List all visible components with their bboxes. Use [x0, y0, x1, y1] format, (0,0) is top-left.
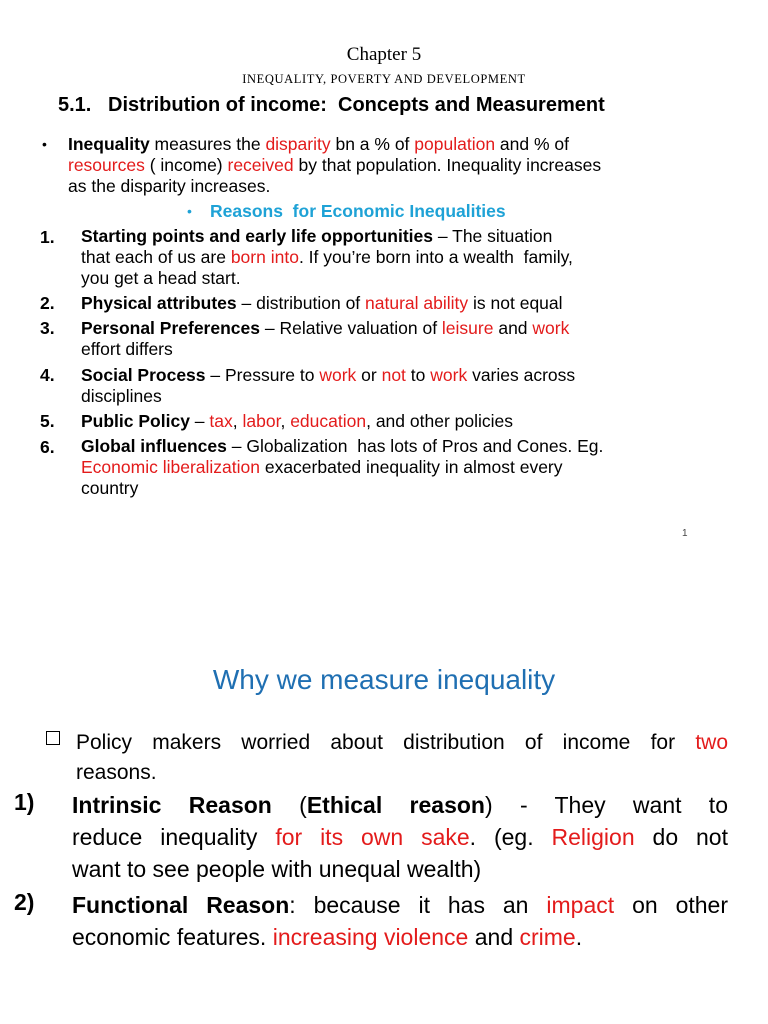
list-number: 4. [40, 365, 55, 385]
reason-intrinsic: Intrinsic Reason (Ethical reason) - They want to reduce inequality for its own sake. (eg. Religion do not want to see people with unequal wealth) [72, 792, 728, 882]
reason-number: 1) [14, 789, 35, 815]
checkbox-bullet-icon [46, 731, 60, 745]
list-number: 3. [40, 318, 55, 338]
list-item: Public Policy – tax, labor, education, and other policies [81, 411, 513, 431]
page-number: 1 [682, 528, 688, 539]
chapter-subtitle: INEQUALITY, POVERTY AND DEVELOPMENT [242, 72, 526, 86]
list-item: Physical attributes – distribution of natural ability is not equal [81, 293, 563, 313]
list-item: Starting points and early life opportunities – The situation that each of us are born into. If you’re born into a wealth family, you get a head start. [81, 226, 573, 288]
list-number: 6. [40, 437, 55, 457]
bullet-icon: • [42, 136, 47, 152]
list-number: 5. [40, 411, 55, 431]
list-item: Social Process – Pressure to work or not to work varies across disciplines [81, 365, 576, 406]
reason-functional: Functional Reason: because it has an impact on other economic features. increasing violence and crime. [72, 892, 729, 950]
reasons-heading: Reasons for Economic Inequalities [210, 201, 506, 221]
inequality-definition: Inequality measures the disparity bn a % of population and % of resources ( income) received by that population. Inequality increases as the disparity increases. [68, 134, 602, 196]
bullet-icon: • [187, 203, 192, 219]
reason-number: 2) [14, 889, 35, 915]
list-number: 1. [40, 227, 55, 247]
slide-title: Why we measure inequality [212, 664, 556, 695]
section-heading: 5.1. Distribution of income: Concepts and Measurement [58, 94, 605, 116]
list-number: 2. [40, 293, 55, 313]
list-item: Personal Preferences – Relative valuation of leisure and work effort differs [81, 318, 570, 359]
chapter-title: Chapter 5 [346, 44, 422, 65]
intro-paragraph: Policy makers worried about distribution of income for two reasons. [76, 731, 728, 784]
list-item: Global influences – Globalization has lots of Pros and Cones. Eg. Economic liberalization exacerbated inequality in almost every country [81, 436, 604, 498]
